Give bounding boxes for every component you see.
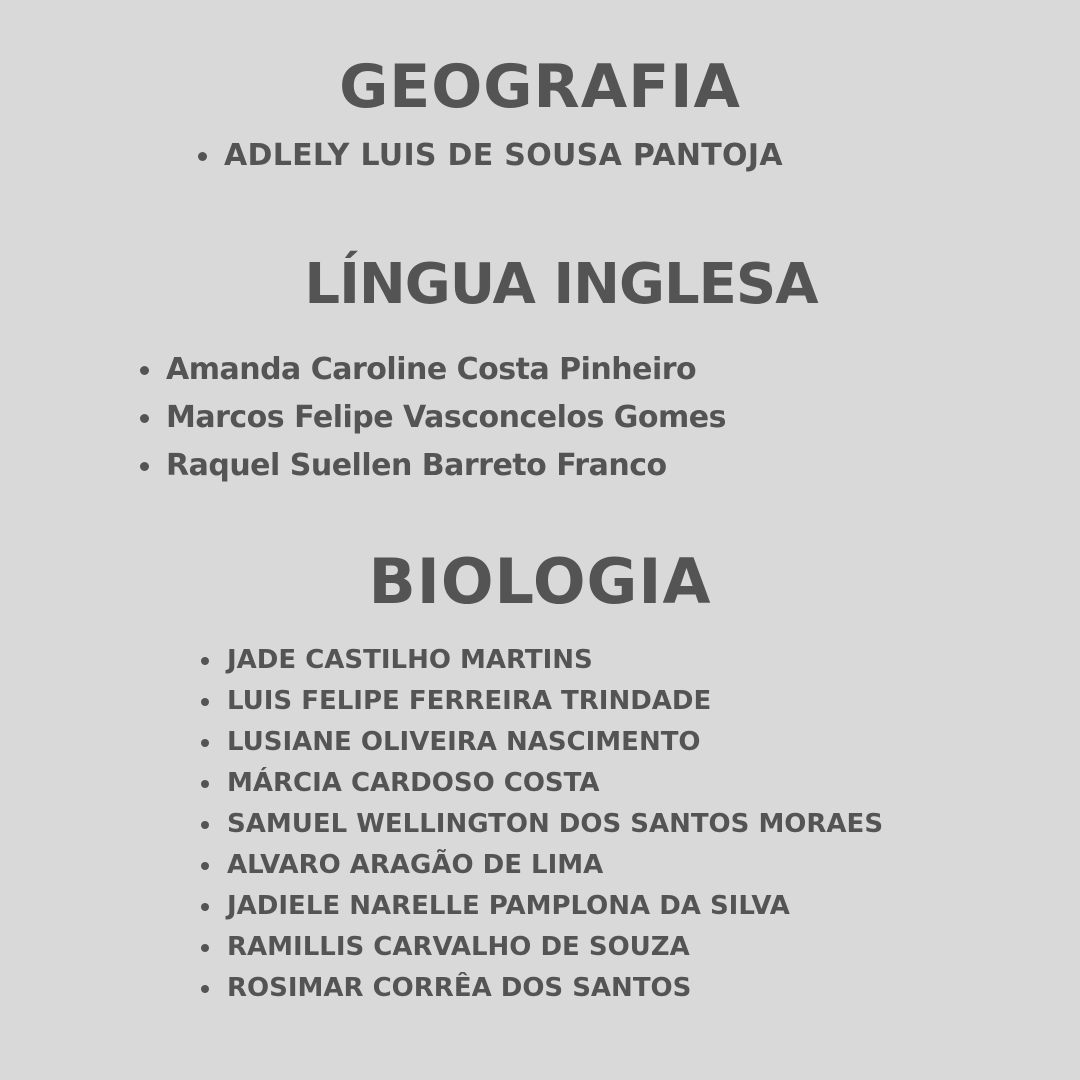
list-item: Marcos Felipe Vasconcelos Gomes [166,394,726,442]
list-item: JADIELE NARELLE PAMPLONA DA SILVA [227,886,883,927]
lingua-inglesa-list [166,346,726,490]
list-item: RAMILLIS CARVALHO DE SOUZA [227,927,883,968]
list-item: MÁRCIA CARDOSO COSTA [227,763,883,804]
list-item: JADE CASTILHO MARTINS [227,640,883,681]
list-item: LUSIANE OLIVEIRA NASCIMENTO [227,722,883,763]
list-item: ALVARO ARAGÃO DE LIMA [227,845,883,886]
biologia-list [227,640,883,1009]
list-item: Amanda Caroline Costa Pinheiro [166,346,726,394]
section-title-lingua-inglesa: LÍNGUA INGLESA [304,252,818,317]
list-item: Raquel Suellen Barreto Franco [166,442,726,490]
geografia-list [224,136,783,176]
list-item: ADLELY LUIS DE SOUSA PANTOJA [224,136,783,176]
list-item: SAMUEL WELLINGTON DOS SANTOS MORAES [227,804,883,845]
section-title-biologia: BIOLOGIA [368,545,712,618]
list-item: ROSIMAR CORRÊA DOS SANTOS [227,968,883,1009]
section-title-geografia: GEOGRAFIA [339,52,741,122]
list-item: LUIS FELIPE FERREIRA TRINDADE [227,681,883,722]
